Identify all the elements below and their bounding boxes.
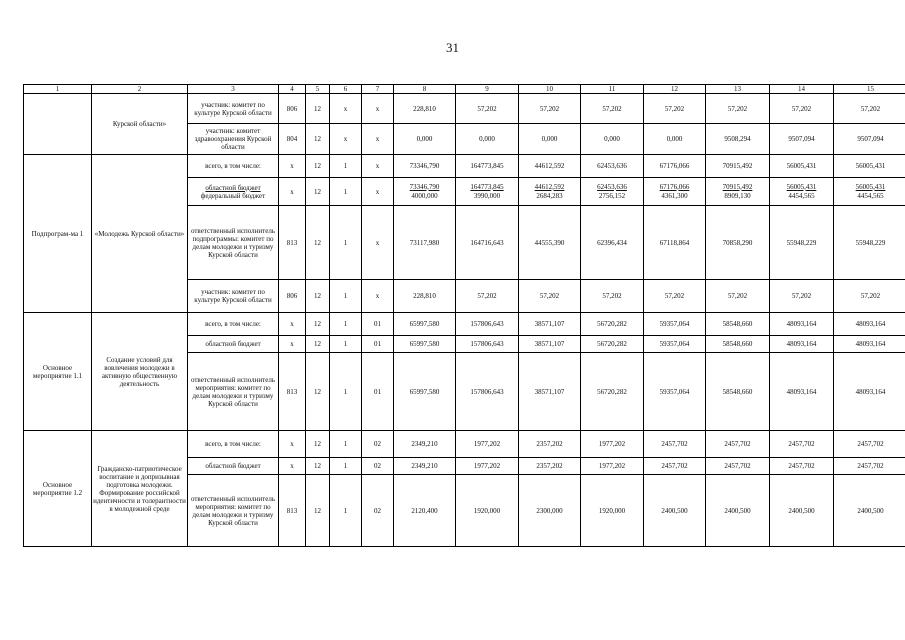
amount-line: 8909,130 (724, 191, 751, 200)
amount-cell (706, 178, 770, 206)
code-cell: 1 (330, 280, 362, 313)
amount-cell: 48093,164 (770, 313, 834, 336)
program-name-cell: Гражданско-патриотическое воспитание и допризывная подготовка молодежи. Формирование российской идентичности и толерантности в молодежной среде (92, 431, 188, 547)
amount-cell: 2457,702 (706, 431, 770, 458)
amount-cell (834, 178, 905, 206)
amount-cell: 65997,580 (394, 313, 456, 336)
code-cell: 1 (330, 206, 362, 280)
amount-cell: 157806,643 (456, 353, 519, 431)
amount-cell (394, 178, 456, 206)
amount-cell: 2300,000 (519, 475, 581, 547)
table-row (24, 431, 905, 458)
amount-cell: 164773,845 (456, 155, 519, 178)
column-header: 5 (306, 85, 330, 94)
amount-cell: 58548,660 (706, 313, 770, 336)
amount-cell: 57,202 (770, 94, 834, 124)
amount-cell: 56720,282 (581, 353, 644, 431)
program-cell (24, 94, 92, 155)
amount-cell: 2457,702 (770, 431, 834, 458)
program-cell: Основное мероприятие 1.1 (24, 313, 92, 431)
amount-cell: 57,202 (706, 280, 770, 313)
column-header: 8 (394, 85, 456, 94)
amount-cell: 2357,202 (519, 431, 581, 458)
funding-source-cell: всего, в том числе: (188, 313, 279, 336)
funding-source-cell: всего, в том числе: (188, 431, 279, 458)
amount-cell: 164716,643 (456, 206, 519, 280)
amount-cell: 55948,229 (834, 206, 905, 280)
amount-cell: 38571,107 (519, 353, 581, 431)
code-cell: 12 (306, 206, 330, 280)
amount-cell: 48093,164 (834, 353, 905, 431)
amount-cell: 73346,790 (394, 155, 456, 178)
amount-cell: 59357,064 (644, 313, 706, 336)
amount-cell: 2457,702 (834, 431, 905, 458)
amount-cell: 0,000 (581, 124, 644, 155)
code-cell: 01 (362, 353, 394, 431)
table-row (24, 313, 905, 336)
amount-cell: 48093,164 (834, 313, 905, 336)
code-cell: х (362, 280, 394, 313)
amount-cell: 157806,643 (456, 313, 519, 336)
amount-cell: 2457,702 (644, 431, 706, 458)
amount-cell: 62453,636 (581, 155, 644, 178)
amount-cell: 67118,864 (644, 206, 706, 280)
amount-line: 4361,300 (661, 191, 688, 200)
code-cell: х (279, 336, 306, 353)
amount-cell: 1977,202 (581, 431, 644, 458)
amount-cell: 157806,643 (456, 336, 519, 353)
amount-cell: 1920,000 (581, 475, 644, 547)
amount-cell: 65997,580 (394, 336, 456, 353)
funding-source-cell: участник: комитет здравоохранения Курской области (188, 124, 279, 155)
code-cell: 02 (362, 431, 394, 458)
code-cell: 1 (330, 178, 362, 206)
funding-source-line: федеральный бюджет (200, 191, 266, 200)
amount-cell: 2400,500 (834, 475, 905, 547)
code-cell: 02 (362, 458, 394, 475)
amount-line: 73346,790 (409, 182, 440, 191)
amount-cell (581, 178, 644, 206)
amount-cell: 0,000 (394, 124, 456, 155)
amount-cell: 73117,980 (394, 206, 456, 280)
code-cell: 1 (330, 475, 362, 547)
table-row (24, 155, 905, 178)
column-header: 3 (188, 85, 279, 94)
code-cell: 12 (306, 155, 330, 178)
amount-line: 56005,431 (786, 182, 817, 191)
amount-line: 164773,845 (470, 182, 504, 191)
amount-cell: 1920,000 (456, 475, 519, 547)
amount-cell: 48093,164 (770, 353, 834, 431)
amount-cell: 59357,064 (644, 353, 706, 431)
column-header: 6 (330, 85, 362, 94)
amount-cell (456, 178, 519, 206)
funding-source-cell (188, 178, 279, 206)
code-cell: х (279, 458, 306, 475)
amount-cell: 38571,107 (519, 313, 581, 336)
code-cell: 02 (362, 475, 394, 547)
column-header: 11 (581, 85, 644, 94)
code-cell: 12 (306, 178, 330, 206)
amount-line: 2684,283 (536, 191, 563, 200)
amount-line: 62453,636 (597, 182, 627, 191)
amount-cell: 0,000 (456, 124, 519, 155)
amount-cell: 56005,431 (770, 155, 834, 178)
amount-cell: 57,202 (456, 280, 519, 313)
code-cell: х (362, 155, 394, 178)
code-cell: 12 (306, 313, 330, 336)
amount-cell (519, 178, 581, 206)
amount-line: 4454,565 (788, 191, 815, 200)
code-cell: х (330, 124, 362, 155)
code-cell: 01 (362, 336, 394, 353)
amount-cell: 57,202 (644, 94, 706, 124)
code-cell: 12 (306, 353, 330, 431)
amount-cell: 2120,400 (394, 475, 456, 547)
amount-cell: 1977,202 (456, 431, 519, 458)
amount-cell: 48093,164 (834, 336, 905, 353)
amount-cell (644, 178, 706, 206)
amount-cell: 2349,210 (394, 431, 456, 458)
amount-cell: 62396,434 (581, 206, 644, 280)
funding-source-cell: областной бюджет (188, 336, 279, 353)
code-cell: х (362, 206, 394, 280)
amount-cell: 57,202 (834, 94, 905, 124)
amount-cell: 57,202 (519, 94, 581, 124)
amount-cell: 2400,500 (644, 475, 706, 547)
code-cell: х (362, 178, 394, 206)
budget-table (23, 84, 905, 547)
column-header: 1 (24, 85, 92, 94)
funding-source-cell: ответственный исполнитель мероприятия: комитет по делам молодежи и туризму Курской области (188, 353, 279, 431)
amount-cell: 2349,210 (394, 458, 456, 475)
amount-cell: 58548,660 (706, 336, 770, 353)
amount-line: 67176,066 (659, 182, 690, 191)
amount-cell: 57,202 (834, 280, 905, 313)
program-cell: Подпрограм-ма 1 (24, 155, 92, 313)
amount-cell: 2457,702 (770, 458, 834, 475)
amount-cell: 2457,702 (644, 458, 706, 475)
column-header: 15 (834, 85, 905, 94)
code-cell: 01 (362, 313, 394, 336)
column-header: 9 (456, 85, 519, 94)
column-header: 7 (362, 85, 394, 94)
table-body (24, 94, 905, 547)
amount-cell: 57,202 (770, 280, 834, 313)
program-name-cell: Создание условий для вовлечения молодежи в активную общественную деятельность (92, 313, 188, 431)
code-cell: 1 (330, 336, 362, 353)
amount-cell: 9508,294 (706, 124, 770, 155)
program-name-cell: «Молодежь Курской области» (92, 155, 188, 313)
code-cell: 12 (306, 94, 330, 124)
code-cell: 1 (330, 353, 362, 431)
funding-source-cell: участник: комитет по культуре Курской области (188, 94, 279, 124)
amount-cell: 56720,282 (581, 336, 644, 353)
amount-cell: 2457,702 (834, 458, 905, 475)
code-cell: 1 (330, 313, 362, 336)
code-cell: х (330, 94, 362, 124)
amount-cell: 59357,064 (644, 336, 706, 353)
amount-cell: 57,202 (581, 94, 644, 124)
amount-line: 4000,000 (411, 191, 438, 200)
code-cell: 804 (279, 124, 306, 155)
funding-source-cell: ответственный исполнитель мероприятия: комитет по делам молодежи и туризму Курской области (188, 475, 279, 547)
amount-line: 3990,000 (473, 191, 501, 200)
program-name-cell: Курской области» (92, 94, 188, 155)
amount-cell: 9507,094 (834, 124, 905, 155)
code-cell: 12 (306, 124, 330, 155)
code-cell: 12 (306, 458, 330, 475)
funding-source-cell: всего, в том числе: (188, 155, 279, 178)
code-cell: х (279, 431, 306, 458)
amount-cell: 38571,107 (519, 336, 581, 353)
code-cell: 813 (279, 206, 306, 280)
amount-cell (770, 178, 834, 206)
code-cell: 1 (330, 155, 362, 178)
code-cell: 12 (306, 475, 330, 547)
amount-cell: 0,000 (644, 124, 706, 155)
code-cell: 12 (306, 336, 330, 353)
program-cell: Основное мероприятие 1.2 (24, 431, 92, 547)
amount-cell: 57,202 (706, 94, 770, 124)
code-cell: 813 (279, 353, 306, 431)
amount-line: 56005,431 (855, 182, 886, 191)
code-cell: 806 (279, 280, 306, 313)
code-cell: 12 (306, 431, 330, 458)
amount-line: 44612,592 (534, 182, 565, 191)
amount-cell: 70858,290 (706, 206, 770, 280)
amount-line: 70915,492 (722, 182, 753, 191)
amount-cell: 0,000 (519, 124, 581, 155)
table-row (24, 94, 905, 124)
amount-cell: 67176,066 (644, 155, 706, 178)
funding-source-line: областной бюджет (205, 183, 261, 192)
amount-cell: 1977,202 (456, 458, 519, 475)
amount-cell: 9507,094 (770, 124, 834, 155)
amount-cell: 2357,202 (519, 458, 581, 475)
column-header: 13 (706, 85, 770, 94)
amount-cell: 57,202 (456, 94, 519, 124)
amount-cell: 65997,580 (394, 353, 456, 431)
code-cell: 1 (330, 431, 362, 458)
code-cell: х (279, 178, 306, 206)
code-cell: х (279, 155, 306, 178)
amount-cell: 1977,202 (581, 458, 644, 475)
funding-source-cell: ответственный исполнитель подпрограммы: комитет по делам молодежи и туризму Курской области (188, 206, 279, 280)
code-cell: х (362, 94, 394, 124)
amount-cell: 55948,229 (770, 206, 834, 280)
amount-cell: 228,810 (394, 280, 456, 313)
column-header: 4 (279, 85, 306, 94)
column-number-header (24, 85, 905, 94)
code-cell: 806 (279, 94, 306, 124)
code-cell: 12 (306, 280, 330, 313)
amount-cell: 58548,660 (706, 353, 770, 431)
column-header: 10 (519, 85, 581, 94)
code-cell: х (362, 124, 394, 155)
code-cell: х (279, 313, 306, 336)
code-cell: 1 (330, 458, 362, 475)
amount-cell: 44612,592 (519, 155, 581, 178)
funding-source-cell: участник: комитет по культуре Курской области (188, 280, 279, 313)
amount-cell: 48093,164 (770, 336, 834, 353)
column-header: 2 (92, 85, 188, 94)
amount-cell: 44555,390 (519, 206, 581, 280)
amount-cell: 2457,702 (706, 458, 770, 475)
amount-cell: 57,202 (581, 280, 644, 313)
amount-cell: 57,202 (519, 280, 581, 313)
column-header: 14 (770, 85, 834, 94)
amount-cell: 2400,500 (706, 475, 770, 547)
amount-line: 2756,152 (598, 191, 626, 200)
amount-cell: 2400,500 (770, 475, 834, 547)
code-cell: 813 (279, 475, 306, 547)
amount-cell: 70915,492 (706, 155, 770, 178)
column-header: 12 (644, 85, 706, 94)
amount-line: 4454,565 (857, 191, 884, 200)
page-number: 31 (446, 40, 459, 55)
amount-cell: 57,202 (644, 280, 706, 313)
amount-cell: 56005,431 (834, 155, 905, 178)
amount-cell: 56720,282 (581, 313, 644, 336)
funding-source-cell: областной бюджет (188, 458, 279, 475)
amount-cell: 228,810 (394, 94, 456, 124)
